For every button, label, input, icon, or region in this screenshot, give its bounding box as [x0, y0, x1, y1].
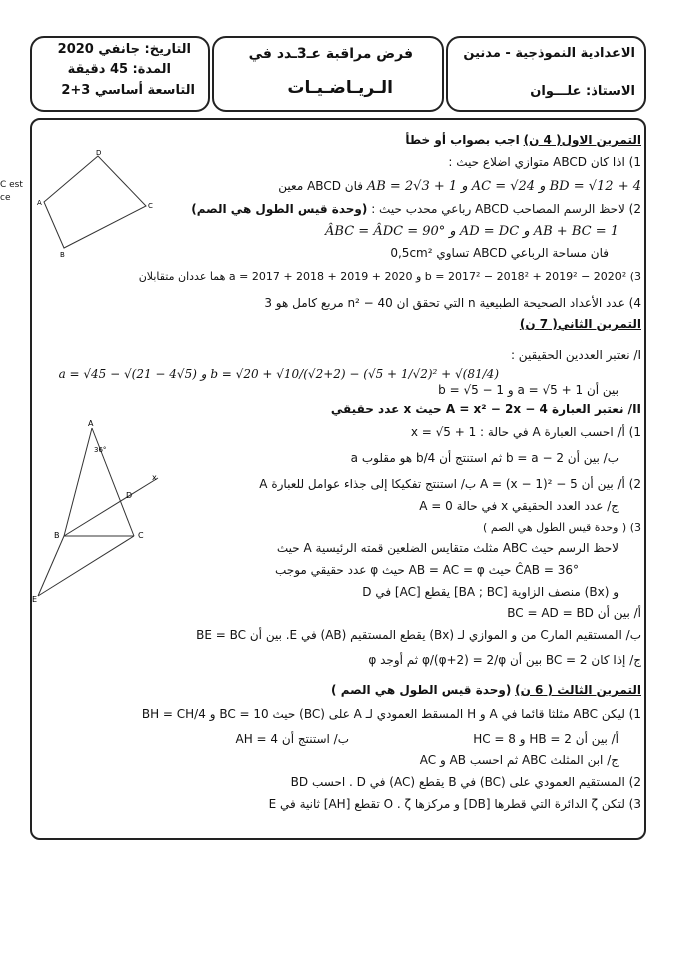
ex3-title-row: [331, 682, 641, 699]
ex1-q2-intro: 2) لاحظ الرسم المصاحب ABCD رباعي محدب حيث :: [371, 202, 641, 216]
ex3-q2: 2) المستقيم العمودي على (BC) في B يقطع (AC) في D . احسب BD: [290, 775, 641, 789]
ex2-II-2c: ج/ عدد العدد الحقيقي x في حالة A = 0: [419, 499, 619, 513]
tri-label-e: E: [32, 595, 38, 604]
subject: الـريـاضـيـات: [287, 78, 393, 98]
ex1-q2-math-text: ÂBC = ÂDC = 90° و AD = DC و AB + BC = 1: [325, 224, 619, 239]
quad-label-c: C: [148, 202, 153, 210]
quad-label-a: A: [37, 199, 42, 207]
triangle-figure: [30, 416, 157, 606]
ex3-title: التمرين الثالث ( 6 ن): [515, 683, 641, 697]
ex2-I-math: [59, 366, 499, 383]
ex1-q1-intro: 1) اذا كان ABCD متوازي اضلاع حيث :: [448, 155, 641, 169]
ex2-II-3d: أ/ بين أن BC = AD = BD: [507, 606, 641, 620]
ex1-q1-row: [278, 178, 641, 195]
ex2-II-3b: ĈAB = 36° حيث AB = AC = φ حيث φ عدد حقيقي موجب: [275, 563, 579, 577]
ex1-q1-end: فان ABCD معين: [278, 179, 363, 193]
ex1-q1-math: AB = 2√3 + 1 و AC = √24 و BD = √12 + 4: [366, 179, 641, 194]
ex1-instruction: اجب بصواب أو خطأ: [405, 133, 520, 147]
tri-label-c: C: [138, 531, 144, 540]
test-title: فرض مراقبة عـ3ـدد في: [248, 46, 413, 62]
ex2-II-1a: 1) أ/ احسب العبارة A في حالة : x = √5 + 1: [410, 425, 641, 439]
margin-text-2: ce: [0, 193, 11, 203]
ex2-I-math-text: a = √45 − √(21 − 4√5) و b = √20 + √10/(√2+2) − (√5 + 1/√2)² + √(81/4): [58, 367, 499, 381]
ex2-I-label: I/ نعتبر العددين الحقيقين :: [510, 348, 641, 362]
tri-label-angle: 36°: [94, 446, 107, 454]
ex1-q3: 3) b = 2017² − 2018² + 2019² − 2020² و a = 2017 + 2018 + 2019 + 2020 هما عددان متقابلان: [138, 270, 641, 283]
school-name: الاعدادية النموذجية - مدنين: [463, 46, 635, 61]
ex3-q1c: ج/ ابن المثلث ABC ثم احسب AB و AC: [419, 753, 619, 767]
tri-label-d: D: [126, 491, 133, 500]
ex2-II-1b: ب/ بين أن b = a − 2 ثم استنتج أن b/4 هو مقلوب a: [350, 451, 619, 465]
ex3-unit: (وحدة قيس الطول هي الصم ): [331, 683, 512, 697]
ex2-II-label: II/ نعتبر العبارة A = x² − 2x − 4 حيث x عدد حقيقي: [330, 402, 641, 416]
tri-label-x: x: [152, 473, 157, 482]
ex1-q2-math: [325, 223, 619, 240]
ex2-I-show: بين أن a = √5 + 1 و b = √5 − 1: [438, 383, 619, 397]
ex3-q1b: ب/ استنتج أن AH = 4: [235, 732, 349, 746]
exam-duration: المدة: 45 دقيقة: [67, 62, 171, 77]
ex2-II-3a: لاحظ الرسم حيث ABC مثلث متقايس الضلعين قمته الرئيسية A حيث: [276, 541, 619, 555]
ex1-title: التمرين الاول( 4 ن): [523, 133, 641, 147]
ex3-q1: 1) ليكن ABC مثلثا قائما في A و H المسقط العمودي لـ A على (BC) حيث BC = 10 و BH = CH/4: [141, 707, 641, 721]
ex2-II-3e: ب/ المستقيم المارC من و الموازي لـ (Bx) يقطع المستقيم (AB) في E. بين أن BE = BC: [196, 628, 641, 642]
exam-date: التاريخ: جانفي 2020: [57, 42, 191, 57]
ex3-q1a: أ/ بين أن HB = 2 و HC = 8: [473, 732, 619, 746]
ex1-q2-row: [191, 201, 641, 218]
ex2-title: التمرين الثاني( 7 ن): [519, 317, 641, 331]
quad-label-d: D: [96, 149, 102, 157]
teacher-name: الاستاذ: علـــوان: [530, 84, 635, 99]
ex1-q2-area: فان مساحة الرباعي ABCD تساوي 0,5cm²: [390, 246, 609, 260]
tri-label-b: B: [54, 531, 60, 540]
ex2-II-3c: و (Bx) منصف الزاوية [BA ; BC] يقطع [AC] في D: [362, 585, 619, 599]
tri-label-a: A: [88, 419, 94, 428]
ex2-II-3f: ج/ إذا كان BC = 2 بين أن φ/(φ+2) = 2/φ ثم أوجد φ: [368, 653, 641, 667]
ex1-q4: 4) عدد الأعداد الصحيحة الطبيعية n التي تحقق ان 40 − n² مربع كامل هو 3: [264, 296, 641, 310]
ex2-II-2a: 2) أ/ بين أن A = (x − 1)² − 5 ب/ استنتج تفكيكا إلى جذاء عوامل للعبارة A: [259, 477, 641, 491]
class-level: التاسعة أساسي 3+2: [61, 83, 195, 98]
ex3-q3: 3) لتكن ζ الدائرة التي قطرها [DB] و مركزها O . ζ تقطع [AH] ثانية في E: [268, 797, 641, 811]
ex2-II-3: 3) ( وحدة قيس الطول هي الصم ): [483, 521, 641, 534]
ex1-q2-unit: (وحدة قيس الطول هي الصم): [191, 202, 368, 216]
margin-text-1: C est: [0, 180, 23, 190]
quad-figure: [34, 150, 164, 260]
quad-label-b: B: [60, 251, 65, 259]
ex1-title-row: [405, 132, 641, 149]
